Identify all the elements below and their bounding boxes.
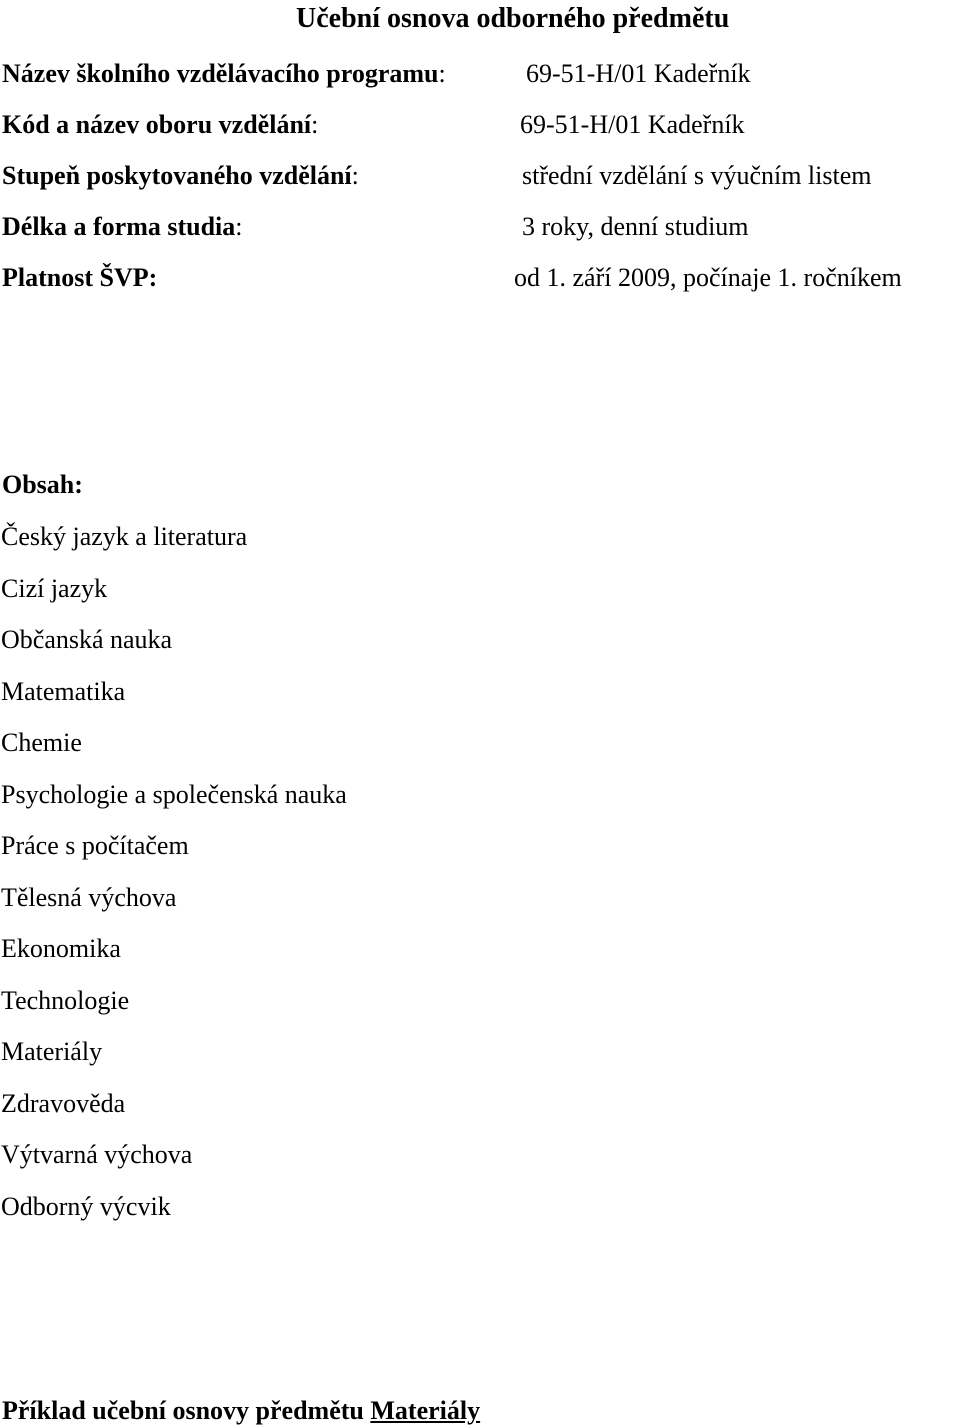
contents-heading: Obsah: [2, 470, 83, 499]
document-title: Učební osnova odborného předmětu [296, 3, 730, 34]
list-item: Tělesná výchova [1, 882, 177, 912]
info-label: Název školního vzdělávacího programu: [2, 59, 446, 88]
info-label: Stupeň poskytovaného vzdělání: [2, 161, 359, 190]
list-item: Materiály [1, 1037, 103, 1066]
info-row-field-code [0, 108, 960, 142]
list-item: Práce s počítačem [1, 831, 189, 860]
info-label: Délka a forma studia: [2, 212, 243, 241]
info-label: Platnost ŠVP: [2, 263, 158, 292]
list-item: Zdravověda [1, 1088, 126, 1118]
list-item: Technologie [1, 985, 130, 1015]
example-subject: Materiály [370, 1396, 481, 1425]
info-row-education-level [0, 159, 960, 193]
list-item: Psychologie a společenská nauka [1, 779, 347, 809]
list-item: Chemie [1, 728, 82, 757]
info-row-validity [0, 261, 960, 295]
info-row-study-form [0, 210, 960, 244]
list-item: Matematika [1, 676, 126, 706]
info-label: Kód a název oboru vzdělání: [2, 110, 319, 139]
example-heading: Příklad učební osnovy předmětu Materiály [2, 1396, 481, 1425]
list-item: Cizí jazyk [1, 573, 108, 603]
info-value: 69-51-H/01 Kadeřník [526, 59, 751, 88]
info-value: 3 roky, denní studium [522, 212, 749, 241]
list-item: Český jazyk a literatura [1, 522, 248, 551]
list-item: Ekonomika [1, 934, 121, 963]
info-value: od 1. září 2009, počínaje 1. ročníkem [514, 263, 902, 292]
list-item: Občanská nauka [1, 625, 173, 654]
list-item: Výtvarná výchova [1, 1140, 193, 1169]
info-row-program-name [0, 57, 960, 91]
list-item: Odborný výcvik [1, 1191, 171, 1221]
info-value: 69-51-H/01 Kadeřník [520, 110, 745, 139]
subject-list [0, 520, 347, 1241]
info-value: střední vzdělání s výučním listem [522, 161, 872, 190]
